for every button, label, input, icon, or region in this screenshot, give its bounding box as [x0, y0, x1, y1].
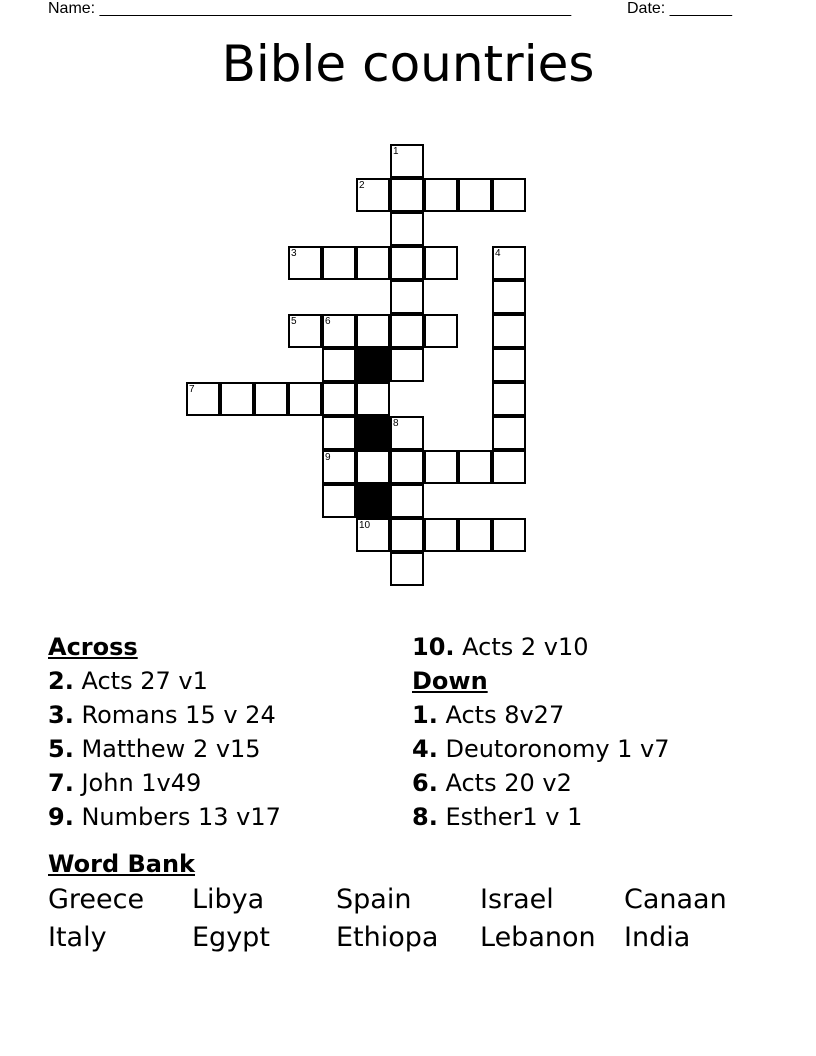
crossword-cell[interactable]: [390, 450, 424, 484]
word-bank-word: Israel: [480, 884, 554, 915]
crossword-cell[interactable]: [390, 314, 424, 348]
crossword-cell[interactable]: [492, 314, 526, 348]
crossword-cell[interactable]: [424, 518, 458, 552]
page-title: Bible countries: [221, 35, 595, 93]
crossword-cell[interactable]: [288, 314, 322, 348]
crossword-cell[interactable]: [424, 178, 458, 212]
crossword-cell[interactable]: [492, 450, 526, 484]
crossword-cell[interactable]: [390, 518, 424, 552]
clue-across-5: 5. Matthew 2 v15: [48, 735, 261, 763]
crossword-cell[interactable]: [424, 314, 458, 348]
crossword-cell[interactable]: [186, 382, 220, 416]
crossword-cell[interactable]: [322, 382, 356, 416]
crossword-cell[interactable]: [492, 518, 526, 552]
crossword-cell[interactable]: [458, 518, 492, 552]
crossword-cell[interactable]: [492, 246, 526, 280]
crossword-cell[interactable]: [322, 348, 356, 382]
crossword-cell[interactable]: [390, 144, 424, 178]
clues-left-column: [48, 630, 388, 834]
clue-down-8: 8. Esther1 v 1: [412, 803, 583, 831]
cell-number: 10: [359, 520, 371, 531]
clue-across-9: 9. Numbers 13 v17: [48, 803, 281, 831]
word-bank-word: Greece: [48, 884, 145, 915]
crossword-cell[interactable]: [492, 382, 526, 416]
crossword-cell[interactable]: [390, 280, 424, 314]
word-bank-word: Egypt: [192, 922, 270, 953]
cell-number: 9: [325, 452, 331, 463]
word-bank-word: India: [624, 922, 691, 953]
word-bank-row: [48, 919, 768, 957]
crossword-cell[interactable]: [424, 450, 458, 484]
cell-number: 1: [393, 146, 399, 157]
crossword-cell[interactable]: [322, 246, 356, 280]
crossword-cell[interactable]: [390, 552, 424, 586]
cell-number: 7: [189, 384, 195, 395]
crossword-cell[interactable]: [390, 178, 424, 212]
clue-down-1: 1. Acts 8v27: [412, 701, 565, 729]
crossword-block-cell: [356, 348, 390, 382]
word-bank-heading: Word Bank: [48, 850, 196, 878]
word-bank-word: Italy: [48, 922, 107, 953]
crossword-cell[interactable]: [390, 484, 424, 518]
crossword-cell[interactable]: [254, 382, 288, 416]
down-heading: Down: [412, 667, 488, 695]
cell-number: 8: [393, 418, 399, 429]
crossword-cell[interactable]: [492, 178, 526, 212]
crossword-cell[interactable]: [356, 314, 390, 348]
crossword-cell[interactable]: [492, 348, 526, 382]
across-heading: Across: [48, 633, 138, 661]
crossword-cell[interactable]: [356, 518, 390, 552]
crossword-cell[interactable]: [288, 246, 322, 280]
word-bank-word: Canaan: [624, 884, 727, 915]
crossword-cell[interactable]: [390, 246, 424, 280]
clue-across-10: 10. Acts 2 v10: [412, 633, 589, 661]
crossword-cell[interactable]: [390, 348, 424, 382]
clues-right-column: [412, 630, 772, 834]
clue-across-3: 3. Romans 15 v 24: [48, 701, 276, 729]
crossword-cell[interactable]: [390, 212, 424, 246]
crossword-block-cell: [356, 416, 390, 450]
word-bank: [48, 847, 768, 957]
cell-number: 6: [325, 316, 331, 327]
crossword-cell[interactable]: [288, 382, 322, 416]
crossword-cell[interactable]: [356, 246, 390, 280]
cell-number: 3: [291, 248, 297, 259]
crossword-cell[interactable]: [322, 416, 356, 450]
clue-across-2: 2. Acts 27 v1: [48, 667, 208, 695]
word-bank-row: [48, 881, 768, 919]
crossword-cell[interactable]: [424, 246, 458, 280]
clue-down-4: 4. Deutoronomy 1 v7: [412, 735, 670, 763]
cell-number: 2: [359, 180, 365, 191]
clue-across-7: 7. John 1v49: [48, 769, 202, 797]
cell-number: 5: [291, 316, 297, 327]
crossword-cell[interactable]: [356, 382, 390, 416]
clue-down-6: 6. Acts 20 v2: [412, 769, 572, 797]
crossword-cell[interactable]: [492, 280, 526, 314]
crossword-cell[interactable]: [356, 178, 390, 212]
crossword-block-cell: [356, 484, 390, 518]
crossword-cell[interactable]: [356, 450, 390, 484]
cell-number: 4: [495, 248, 501, 259]
word-bank-word: Lebanon: [480, 922, 596, 953]
crossword-cell[interactable]: [322, 450, 356, 484]
crossword-cell[interactable]: [458, 450, 492, 484]
date-field[interactable]: Date: _______: [627, 0, 732, 17]
name-field[interactable]: Name: _____________________________________________________: [48, 0, 572, 17]
crossword-cell[interactable]: [458, 178, 492, 212]
crossword-cell[interactable]: [322, 314, 356, 348]
word-bank-word: Ethiopa: [336, 922, 439, 953]
crossword-cell[interactable]: [390, 416, 424, 450]
word-bank-word: Spain: [336, 884, 412, 915]
crossword-cell[interactable]: [492, 416, 526, 450]
crossword-cell[interactable]: [220, 382, 254, 416]
crossword-cell[interactable]: [322, 484, 356, 518]
word-bank-word: Libya: [192, 884, 265, 915]
